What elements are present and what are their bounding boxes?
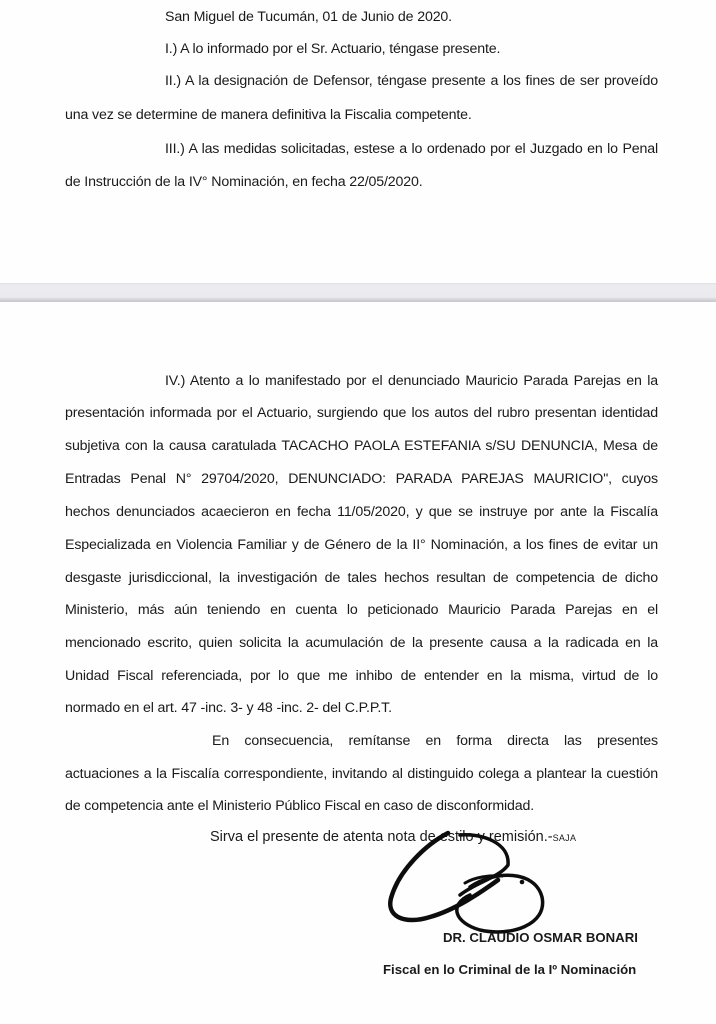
signatory-title: Fiscal en lo Criminal de la Iº Nominación [383,962,637,977]
paragraph-iv-line-6: Especializada en Violencia Familiar y de Género de la II° Nominación, a los fines de evitar un [65,537,658,553]
paragraph-v-line-3: de competencia ante el Ministerio Público Fiscal en caso de disconformidad. [65,798,535,814]
paragraph-iv-line-8: Ministerio, más aún teniendo en cuenta lo peticionado Mauricio Parada Parejas en el [65,602,658,618]
paragraph-iv-line-2: presentación informada por el Actuario, surgiendo que los autos del rubro presentan identidad [65,405,658,421]
paragraph-iv-line-11: normado en el art. 47 -inc. 3- y 48 -inc. 2- del C.P.P.T. [65,700,392,716]
paragraph-iv-line-10: Unidad Fiscal referenciada, por lo que me inhibo de entender en la misma, virtud de lo [65,668,658,684]
paragraph-iv-line-1: IV.) Atento a lo manifestado por el denunciado Mauricio Parada Parejas en la [165,373,658,389]
page-divider [0,283,716,302]
paragraph-ii-line-2: una vez se determine de manera definitiva la Fiscalia competente. [65,107,472,123]
closing-initials: SAJA [552,833,577,843]
paragraph-iv-line-5: hechos denunciados acaecieron en fecha 11/05/2020, y que se instruye por ante la Fiscalía [65,504,658,520]
paragraph-i: I.) A lo informado por el Sr. Actuario, téngase presente. [165,41,501,57]
paragraph-iii-line-2: de Instrucción de la IV° Nominación, en fecha 22/05/2020. [65,174,423,190]
date-line: San Miguel de Tucumán, 01 de Junio de 2020. [165,9,452,25]
handwritten-signature [370,825,570,940]
paragraph-v-line-2: actuaciones a la Fiscalía correspondiente, invitando al distinguido colega a plantear la cuestión [65,766,658,782]
signatory-name: DR. CLAUDIO OSMAR BONARI [443,930,638,945]
paragraph-v-line-1: En consecuencia, remítanse en forma directa las presentes [212,733,658,749]
paragraph-iv-line-3: subjetiva con la causa caratulada TACACHO PAOLA ESTEFANIA s/SU DENUNCIA, Mesa de [65,438,658,454]
paragraph-iv-line-4: Entradas Penal N° 29704/2020, DENUNCIADO: PARADA PAREJAS MAURICIO", cuyos [65,471,658,487]
paragraph-iv-line-9: mencionado escrito, quien solicita la acumulación de la presente causa a la radicada en la [65,635,658,651]
closing-text: Sirva el presente de atenta nota de estilo y remisión.- [210,829,553,845]
paragraph-iii-line-1: III.) A las medidas solicitadas, estese a lo ordenado por el Juzgado en lo Penal [165,141,658,157]
paragraph-iv-line-7: desgaste jurisdiccional, la investigación de tales hechos resultan de competencia de dicho [65,570,658,586]
paragraph-ii-line-1: II.) A la designación de Defensor, téngase presente a los fines de ser proveído [165,73,658,89]
